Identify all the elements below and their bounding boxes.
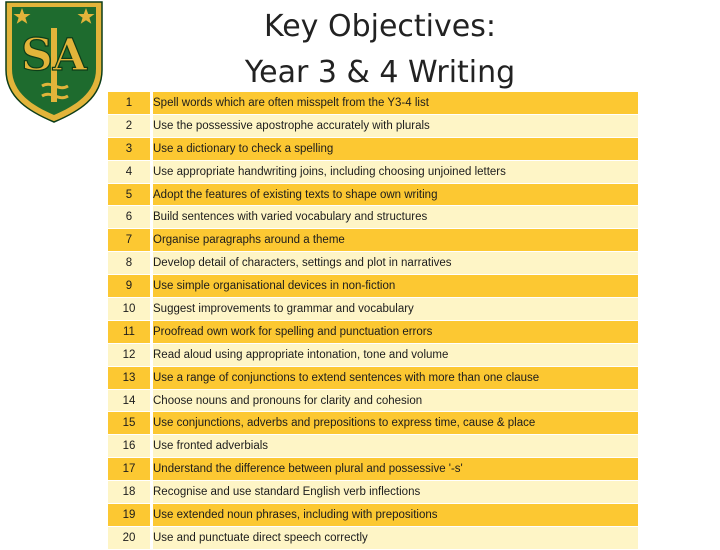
objective-row: [108, 183, 638, 206]
objective-number: 7: [108, 229, 152, 252]
objective-row: [108, 343, 638, 366]
objective-text: Read aloud using appropriate intonation, tone and volume: [152, 343, 639, 366]
title-line-2: Year 3 & 4 Writing: [244, 55, 516, 90]
objective-number: 14: [108, 389, 152, 412]
objective-text: Use fronted adverbials: [152, 435, 639, 458]
objective-text: Use the possessive apostrophe accurately with plurals: [152, 114, 639, 137]
objective-text: Proofread own work for spelling and punctuation errors: [152, 320, 639, 343]
objective-row: [108, 366, 638, 389]
objective-number: 10: [108, 298, 152, 321]
objective-row: [108, 412, 638, 435]
objective-number: 8: [108, 252, 152, 275]
objective-number: 2: [108, 114, 152, 137]
objective-text: Use and punctuate direct speech correctly: [152, 526, 639, 549]
objective-text: Use a dictionary to check a spelling: [152, 137, 639, 160]
objective-number: 4: [108, 160, 152, 183]
objective-text: Choose nouns and pronouns for clarity and cohesion: [152, 389, 639, 412]
objective-number: 13: [108, 366, 152, 389]
objective-number: 18: [108, 481, 152, 504]
objective-text: Use extended noun phrases, including with prepositions: [152, 504, 639, 527]
objective-row: [108, 160, 638, 183]
objective-text: Adopt the features of existing texts to shape own writing: [152, 183, 639, 206]
objective-text: Build sentences with varied vocabulary and structures: [152, 206, 639, 229]
objective-text: Organise paragraphs around a theme: [152, 229, 639, 252]
objective-text: Use simple organisational devices in non-fiction: [152, 275, 639, 298]
objectives-table: [108, 92, 638, 550]
objective-row: [108, 320, 638, 343]
objective-number: 16: [108, 435, 152, 458]
objective-row: [108, 504, 638, 527]
page-title: [150, 4, 610, 96]
objective-number: 15: [108, 412, 152, 435]
objective-row: [108, 229, 638, 252]
objective-row: [108, 526, 638, 549]
objective-text: Use appropriate handwriting joins, including choosing unjoined letters: [152, 160, 639, 183]
objectives-table-body: [108, 92, 638, 549]
objective-number: 5: [108, 183, 152, 206]
objective-text: Suggest improvements to grammar and vocabulary: [152, 298, 639, 321]
objective-row: [108, 252, 638, 275]
objective-number: 20: [108, 526, 152, 549]
objective-row: [108, 206, 638, 229]
objective-text: Recognise and use standard English verb inflections: [152, 481, 639, 504]
objective-number: 17: [108, 458, 152, 481]
school-crest-logo: [2, 0, 106, 124]
objective-number: 9: [108, 275, 152, 298]
objective-text: Develop detail of characters, settings and plot in narratives: [152, 252, 639, 275]
objective-number: 11: [108, 320, 152, 343]
objective-text: Spell words which are often misspelt from the Y3-4 list: [152, 92, 639, 114]
objective-number: 3: [108, 137, 152, 160]
objective-row: [108, 92, 638, 114]
objective-row: [108, 298, 638, 321]
objective-text: Use conjunctions, adverbs and prepositions to express time, cause & place: [152, 412, 639, 435]
objective-row: [108, 389, 638, 412]
objective-row: [108, 137, 638, 160]
objective-row: [108, 435, 638, 458]
objective-row: [108, 458, 638, 481]
objective-text: Use a range of conjunctions to extend sentences with more than one clause: [152, 366, 639, 389]
title-line-1: Key Objectives:: [264, 9, 496, 44]
objective-row: [108, 275, 638, 298]
objective-text: Understand the difference between plural and possessive '-s': [152, 458, 639, 481]
objective-number: 1: [108, 92, 152, 114]
objective-row: [108, 114, 638, 137]
svg-text:SA: SA: [21, 30, 87, 81]
objective-number: 6: [108, 206, 152, 229]
objective-number: 19: [108, 504, 152, 527]
objective-number: 12: [108, 343, 152, 366]
objective-row: [108, 481, 638, 504]
